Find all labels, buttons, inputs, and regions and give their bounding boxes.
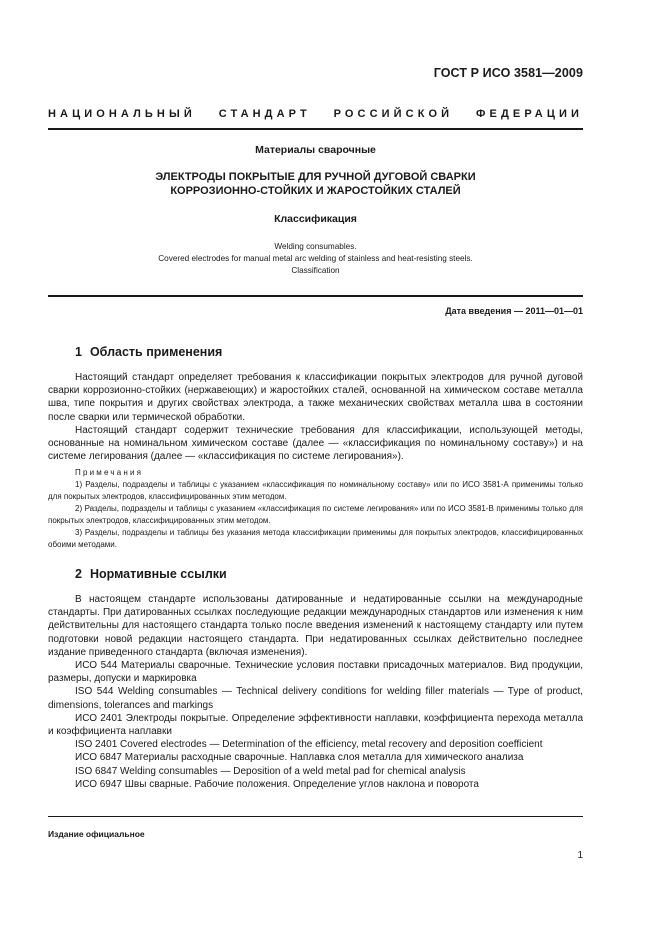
title-line-1: ЭЛЕКТРОДЫ ПОКРЫТЫЕ ДЛЯ РУЧНОЙ ДУГОВОЙ СВАРКИ [155,171,476,183]
reference-item: ISO 2401 Covered electrodes — Determination of the efficiency, metal recovery and deposition coefficient [75,739,543,751]
page-number: 1 [577,850,583,861]
english-title-line-1: Welding consumables. [274,242,357,251]
reference-item: ИСО 6947 Швы сварные. Рабочие положения. Определение углов наклона и поворота [75,778,479,790]
section-1-body [48,371,583,551]
reference-item: ИСО 2401 Электроды покрытые. Определение эффективности наплавки, коэффициента перехода металла и коэффициента наплавки [48,712,583,738]
section-2-heading [75,567,227,581]
section-1-paragraph-1: Настоящий стандарт определяет требования к классификации покрытых электродов для ручной дуговой сварки коррозионно-стойких (нержавеющих) и жаростойких сталей, основанной на химическом составе металла шва, типе покрытия и других свойствах электрода, а также механических свойствах металла шва в состоянии после сварки или термической обработки. [48,372,583,423]
notes-block [48,467,583,551]
section-2-paragraph-1: В настоящем стандарте использованы датированные и недатированные ссылки на международные стандарты. При датированных ссылках последующие редакции международных стандартов или изменения к ним действительны для настоящего стандарта только после введения изменений к настоящему стандарту или путем подготовки новой редакции настоящего стандарта. При недатированных ссылках действительно последнее издание приведенного стандарта (включая изменения). [48,594,583,658]
standard-number: ГОСТ Р ИСО 3581—2009 [433,66,583,80]
notes-heading: Примечания [75,468,144,478]
english-title [48,241,583,277]
section-1-heading [75,345,222,359]
reference-item: ИСО 544 Материалы сварочные. Технические условия поставки присадочных материалов. Вид продукции, размеры, допуски и маркировка [48,660,583,685]
title-rule [48,295,583,297]
edition-label: Издание официальное [48,829,145,839]
subject-title: Классификация [274,213,357,225]
reference-item: ISO 6847 Welding consumables — Deposition of a weld metal pad for chemical analysis [75,765,466,777]
section-1-paragraph-2: Настоящий стандарт содержит технические требования для классификации, использующей методы, основанные на номинальном химическом составе (далее — «классификация по номинальному составу») и на системе легирования (далее — «классификация по системе легирования»). [48,424,583,463]
note-3: 3) Разделы, подразделы и таблицы без указания метода классификации применимы для покрытых электродов, классифицированных обоими методами. [48,528,583,550]
english-title-line-2: Covered electrodes for manual metal arc welding of stainless and heat-resisting steels. [158,254,473,263]
reference-item: ИСО 6847 Материалы расходные сварочные. Наплавка слоя металла для химического анализа [75,752,524,764]
title-line-2: КОРРОЗИОННО-СТОЙКИХ И ЖАРОСТОЙКИХ СТАЛЕЙ [170,185,461,197]
introduction-date: Дата введения — 2011—01—01 [445,306,583,316]
footer-rule [48,816,583,817]
header-rule [48,128,583,130]
category-title: Материалы сварочные [255,144,376,156]
note-2: 2) Разделы, подразделы и таблицы с указанием «классификация по системе легирования» или по ИСО 3581-В применимы только для покрытых электродов, классифицированных этим методом. [48,504,583,526]
section-1-title: Область применения [89,345,223,359]
document-title [48,170,583,198]
section-1-number: 1 [75,345,82,359]
note-1: 1) Разделы, подразделы и таблицы с указанием «классификация по номинальному составу» или по ИСО 3581-А применимы только для покрытых электродов, классифицированных этим методом. [48,480,583,502]
section-2-number: 2 [75,567,82,581]
section-2-title: Нормативные ссылки [89,567,227,581]
national-standard-heading: НАЦИОНАЛЬНЫЙ СТАНДАРТ РОССИЙСКОЙ ФЕДЕРАЦИИ [48,108,583,120]
reference-item: ISO 544 Welding consumables — Technical delivery conditions for welding filler materials — Type of product, dimensions, tolerances and markings [48,686,583,711]
section-2-body [48,593,583,791]
english-title-line-3: Classification [291,266,340,275]
